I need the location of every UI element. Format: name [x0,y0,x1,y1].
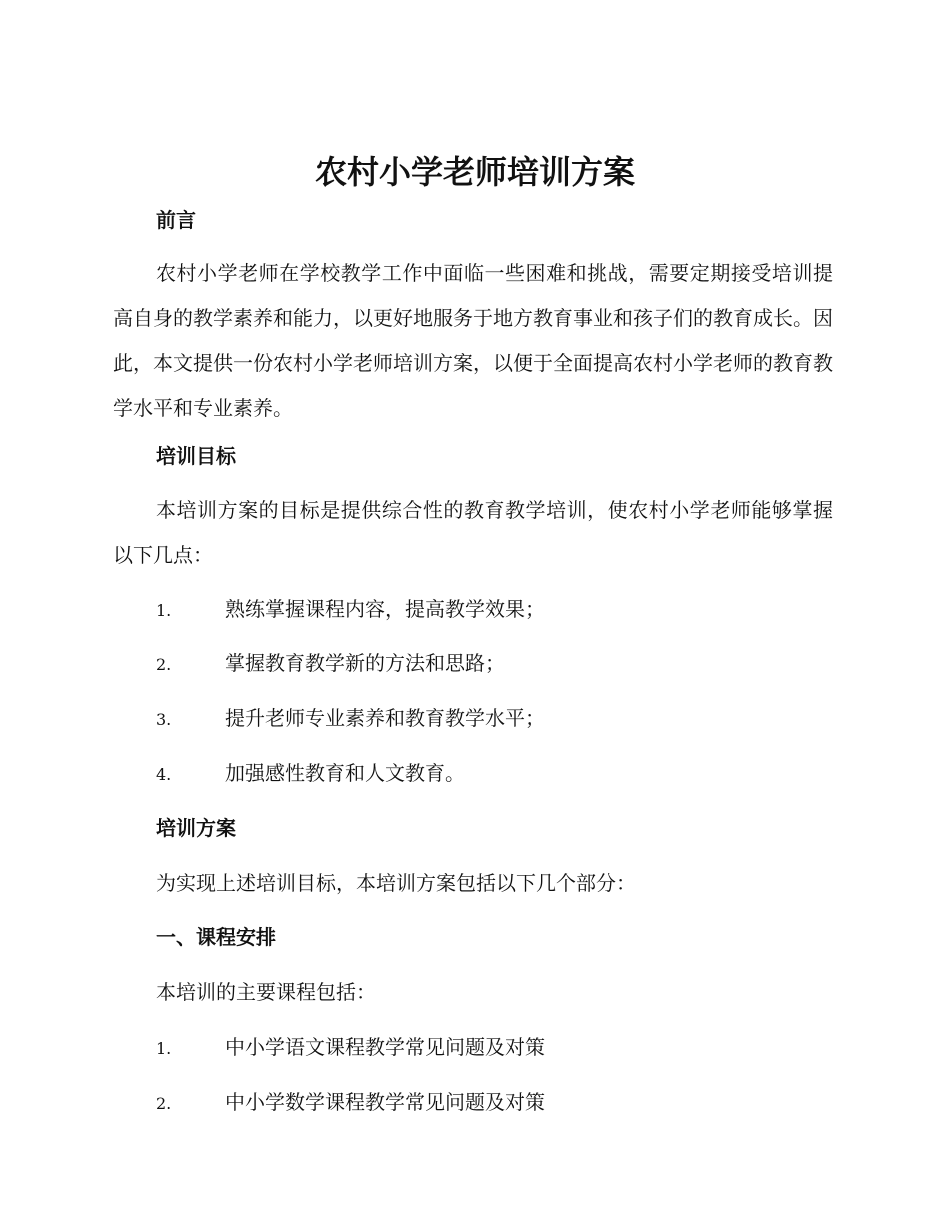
list-item-text: 熟练掌握课程内容，提高教学效果； [225,597,545,621]
section-heading-plan: 培训方案 [156,816,236,840]
courses-intro: 本培训的主要课程包括： [156,980,376,1004]
preface-paragraph: 农村小学老师在学校教学工作中面临一些困难和挑战，需要定期接受培训提高自身的教学素养和能力，以更好地服务于地方教育事业和孩子们的教育成长。因此，本文提供一份农村小学老师培训方案，以便于全面提高农村小学老师的教育教学水平和专业素养。 [113,261,833,420]
list-item-text: 加强感性教育和人文教育。 [225,761,465,785]
list-item [156,1088,856,1116]
section-heading-courses: 一、课程安排 [156,925,276,949]
list-item [156,649,856,677]
list-item [156,759,856,787]
list-item [156,1033,856,1061]
list-item-text: 掌握教育教学新的方法和思路； [225,651,505,675]
list-item [156,595,856,623]
section-heading-preface: 前言 [156,208,196,232]
list-item-number: 2. [156,655,172,674]
list-item-text: 中小学语文课程教学常见问题及对策 [225,1035,545,1059]
list-item-number: 4. [156,765,172,784]
list-item-number: 3. [156,710,172,729]
list-item-number: 1. [156,1039,172,1058]
section-heading-goals: 培训目标 [156,444,236,468]
list-item-number: 2. [156,1094,172,1113]
plan-intro: 为实现上述培训目标，本培训方案包括以下几个部分： [156,871,636,895]
list-item-number: 1. [156,601,172,620]
list-item-text: 提升老师专业素养和教育教学水平； [225,706,545,730]
list-item-text: 中小学数学课程教学常见问题及对策 [225,1090,545,1114]
goals-paragraph: 本培训方案的目标是提供综合性的教育教学培训，使农村小学老师能够掌握以下几点： [113,498,833,567]
list-item [156,704,856,732]
document-title: 农村小学老师培训方案 [314,153,635,191]
